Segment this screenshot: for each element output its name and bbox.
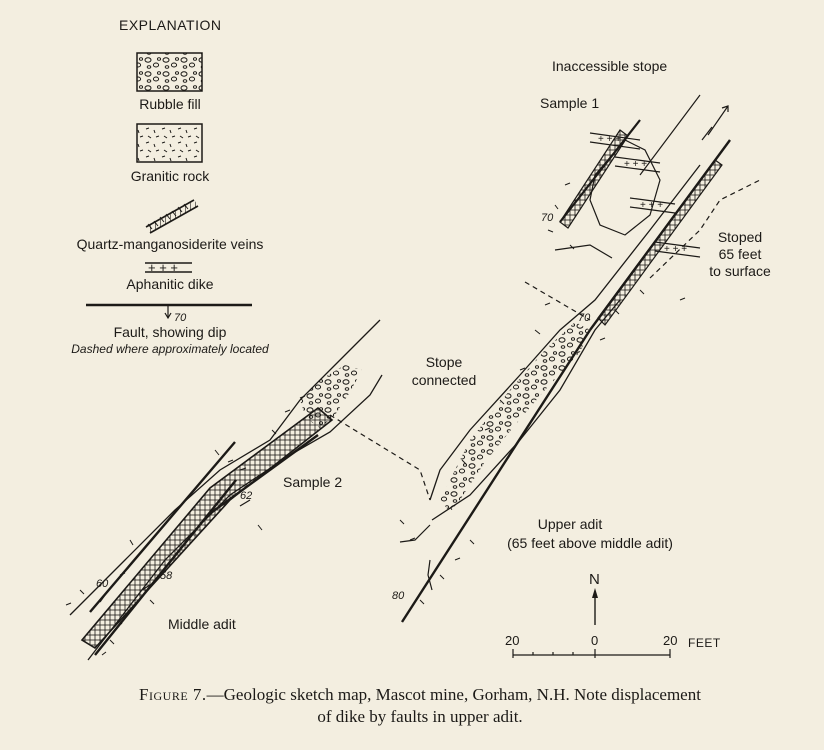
label-upper-adit: Upper adit xyxy=(537,516,603,532)
legend-dike-swatch xyxy=(145,260,192,275)
dip-label-upper: 70 xyxy=(578,312,591,324)
dip-label-62: 62 xyxy=(240,490,253,502)
label-inaccessible-stope: Inaccessible stope xyxy=(552,58,668,74)
legend-rubble-swatch xyxy=(137,53,202,91)
legend-vein-swatch xyxy=(146,200,198,233)
dip-label-80: 80 xyxy=(392,590,405,602)
legend-fault-swatch xyxy=(86,305,252,318)
svg-text:+ + +: + + + xyxy=(148,260,178,275)
caption-figure-number: Figure 7. xyxy=(139,685,207,704)
legend-granite-swatch xyxy=(137,124,202,162)
label-stoped-1: Stoped xyxy=(717,229,763,245)
legend-title: EXPLANATION xyxy=(119,17,222,33)
label-middle-adit: Middle adit xyxy=(168,616,236,632)
legend-dip-70: 70 xyxy=(174,312,187,324)
scale-label-left: 20 xyxy=(505,633,520,648)
stope-connection-dashed xyxy=(330,415,430,500)
svg-text:+ + +: + + + xyxy=(664,244,688,255)
svg-text:+ + +: + + + xyxy=(640,200,664,211)
svg-text:+ + +: + + + xyxy=(598,134,622,145)
label-stoped-2: 65 feet xyxy=(718,246,762,262)
legend-label-granite: Granitic rock xyxy=(130,168,210,184)
label-stope-connected-1: Stope xyxy=(425,354,463,370)
upper-adit-rubble xyxy=(440,322,590,512)
svg-text:+ + +: + + + xyxy=(624,159,648,170)
scale-label-mid: 0 xyxy=(591,633,599,648)
dip-label-60: 60 xyxy=(96,578,109,590)
inaccessible-stope-outline xyxy=(590,140,660,235)
middle-adit-fault-60 xyxy=(90,442,235,612)
figure-caption xyxy=(40,684,800,728)
caption-text-2: of dike by faults in upper adit. xyxy=(317,707,523,726)
middle-adit-wall-upper xyxy=(70,320,380,615)
scale-label-right: 20 xyxy=(663,633,678,648)
dip-label-sample1: 70 xyxy=(541,212,554,224)
label-sample2: Sample 2 xyxy=(283,474,343,490)
caption-text: —Geologic sketch map, Mascot mine, Gorham, N.H. Note displacement xyxy=(206,685,701,704)
legend-label-fault: Fault, showing dip xyxy=(113,324,227,340)
legend-label-fault-note: Dashed where approximately located xyxy=(71,342,269,356)
label-sample1: Sample 1 xyxy=(540,95,600,111)
label-stope-connected-2: connected xyxy=(411,372,477,388)
legend-label-rubble: Rubble fill xyxy=(139,96,201,112)
legend-label-vein: Quartz-manganosiderite veins xyxy=(76,236,264,252)
label-stoped-3: to surface xyxy=(709,263,771,279)
scale-label-unit: FEET xyxy=(688,636,721,650)
label-upper-adit-note: (65 feet above middle adit) xyxy=(507,535,673,551)
legend-label-dike: Aphanitic dike xyxy=(126,276,214,292)
scale-bar xyxy=(513,649,670,658)
middle-adit-vein xyxy=(82,408,332,648)
dip-label-58: 58 xyxy=(160,570,173,582)
north-arrow xyxy=(592,588,598,625)
north-label: N xyxy=(589,571,600,588)
